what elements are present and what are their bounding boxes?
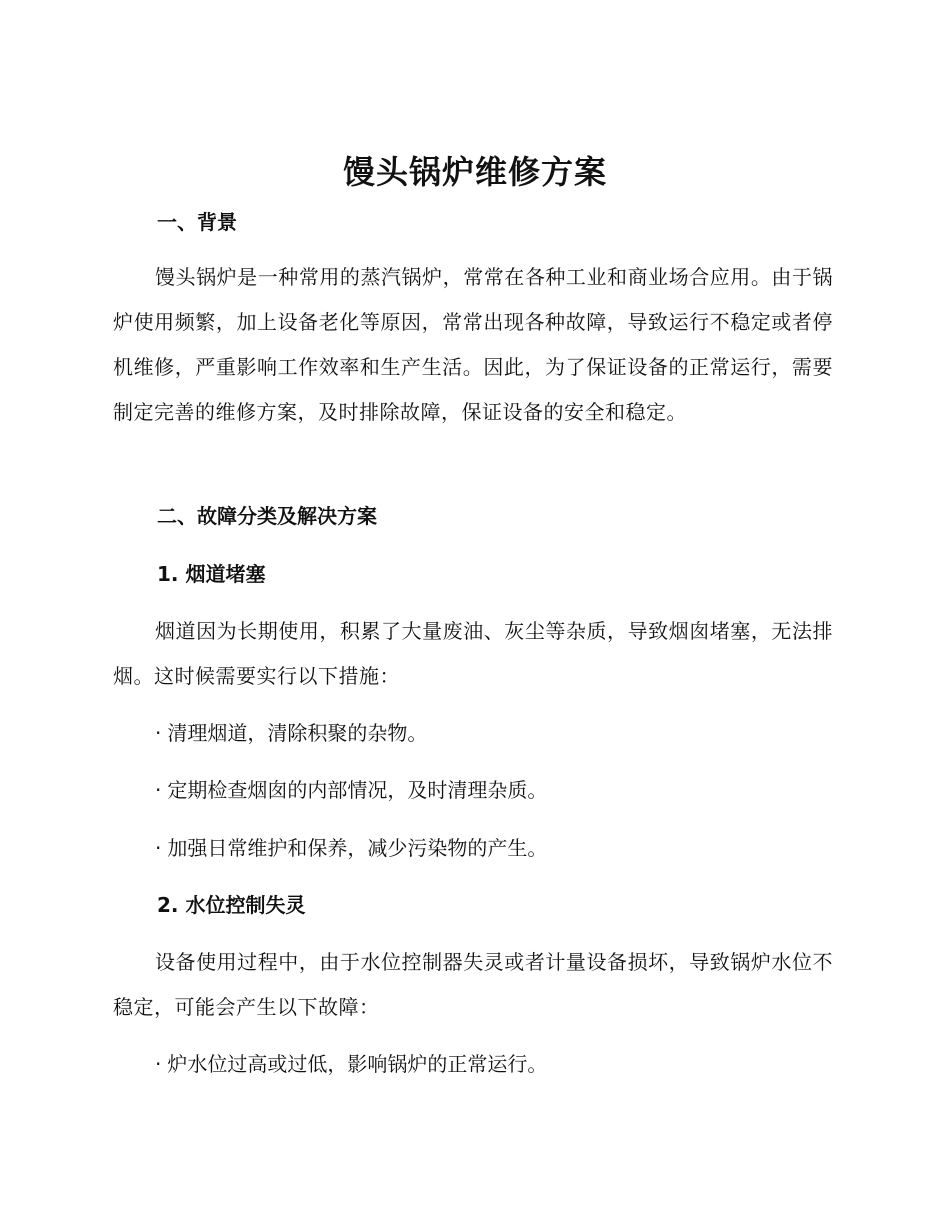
list-item [155, 1049, 547, 1079]
section-heading-background: 一、背景 [157, 210, 237, 234]
bullet-icon: · [155, 721, 162, 745]
list-item [155, 833, 547, 863]
list-item-text: 定期检查烟囱的内部情况，及时清理杂质。 [167, 778, 548, 802]
subheading-water-level-control: 2. 水位控制失灵 [157, 893, 306, 917]
document-title: 馒头锅炉维修方案 [342, 153, 607, 191]
bullet-icon: · [155, 778, 162, 802]
bullet-icon: · [155, 1052, 162, 1076]
list-item-text: 炉水位过高或过低，影响锅炉的正常运行。 [167, 1052, 548, 1076]
section-heading-faults: 二、故障分类及解决方案 [157, 504, 377, 528]
list-item-text: 加强日常维护和保养，减少污染物的产生。 [167, 836, 548, 860]
list-item-text: 清理烟道，清除积聚的杂物。 [167, 721, 428, 745]
list-item [155, 718, 427, 748]
water-level-paragraph: 设备使用过程中，由于水位控制器失灵或者计量设备损坏，导致锅炉水位不稳定，可能会产生以下故障： [113, 950, 833, 1019]
bullet-icon: · [155, 836, 162, 860]
background-paragraph: 馒头锅炉是一种常用的蒸汽锅炉，常常在各种工业和商业场合应用。由于锅炉使用频繁，加上设备老化等原因，常常出现各种故障，导致运行不稳定或者停机维修，严重影响工作效率和生产生活。因此，为了保证设备的正常运行，需要制定完善的维修方案，及时排除故障，保证设备的安全和稳定。 [113, 265, 833, 424]
flue-blockage-paragraph: 烟道因为长期使用，积累了大量废油、灰尘等杂质，导致烟囱堵塞，无法排烟。这时候需要实行以下措施： [113, 619, 833, 688]
list-item [155, 775, 547, 805]
subheading-flue-blockage: 1. 烟道堵塞 [157, 562, 266, 586]
